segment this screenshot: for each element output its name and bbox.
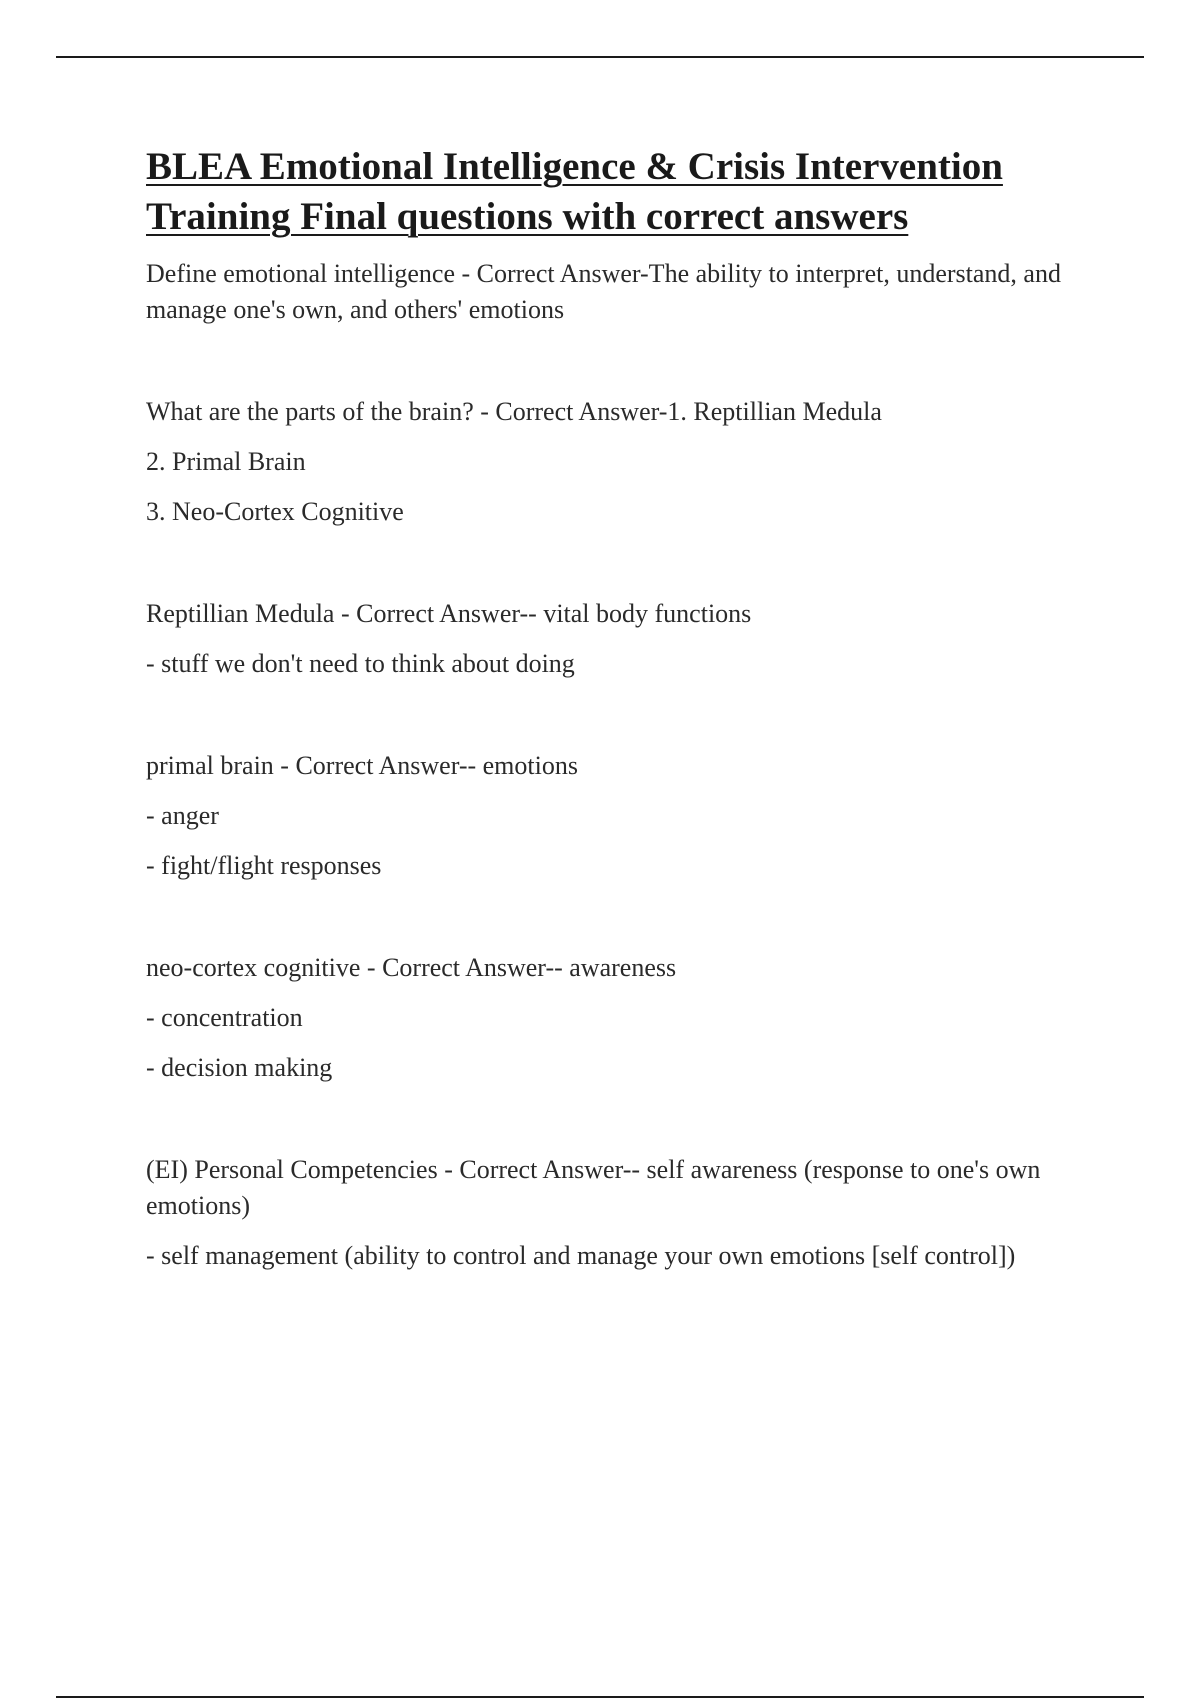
qa-answer-line: - concentration [146, 1003, 303, 1032]
qa-question-answer: (EI) Personal Competencies - Correct Answer-- self awareness (response to one's own emotions) [146, 1155, 1041, 1220]
document-title [146, 142, 1086, 242]
qa-item [146, 950, 1086, 1086]
qa-item [146, 748, 1086, 884]
qa-question-answer: Reptillian Medula - Correct Answer-- vital body functions [146, 599, 752, 628]
qa-answer-line: 3. Neo-Cortex Cognitive [146, 497, 404, 526]
document-body [146, 142, 1086, 1274]
qa-answer-line: 2. Primal Brain [146, 447, 306, 476]
title-line-2: Training Final questions with correct answers [146, 195, 909, 238]
qa-item [146, 394, 1086, 530]
qa-item [146, 256, 1086, 328]
title-line-1: BLEA Emotional Intelligence & Crisis Intervention [146, 145, 1003, 188]
qa-item [146, 596, 1086, 682]
top-rule [56, 56, 1144, 58]
qa-item [146, 1152, 1086, 1274]
bottom-rule [56, 1696, 1144, 1698]
qa-question-answer: neo-cortex cognitive - Correct Answer-- awareness [146, 953, 677, 982]
qa-question-answer: What are the parts of the brain? - Correct Answer-1. Reptillian Medula [146, 397, 882, 426]
qa-question-answer: primal brain - Correct Answer-- emotions [146, 751, 578, 780]
qa-answer-line: - fight/flight responses [146, 851, 382, 880]
qa-answer-line: - self management (ability to control and manage your own emotions [self control]) [146, 1241, 1016, 1270]
qa-answer-line: - stuff we don't need to think about doing [146, 649, 575, 678]
qa-answer-line: - decision making [146, 1053, 333, 1082]
qa-answer-line: - anger [146, 801, 219, 830]
qa-question-answer: Define emotional intelligence - Correct Answer-The ability to interpret, understand, and manage one's own, and others' emotions [146, 259, 1061, 324]
